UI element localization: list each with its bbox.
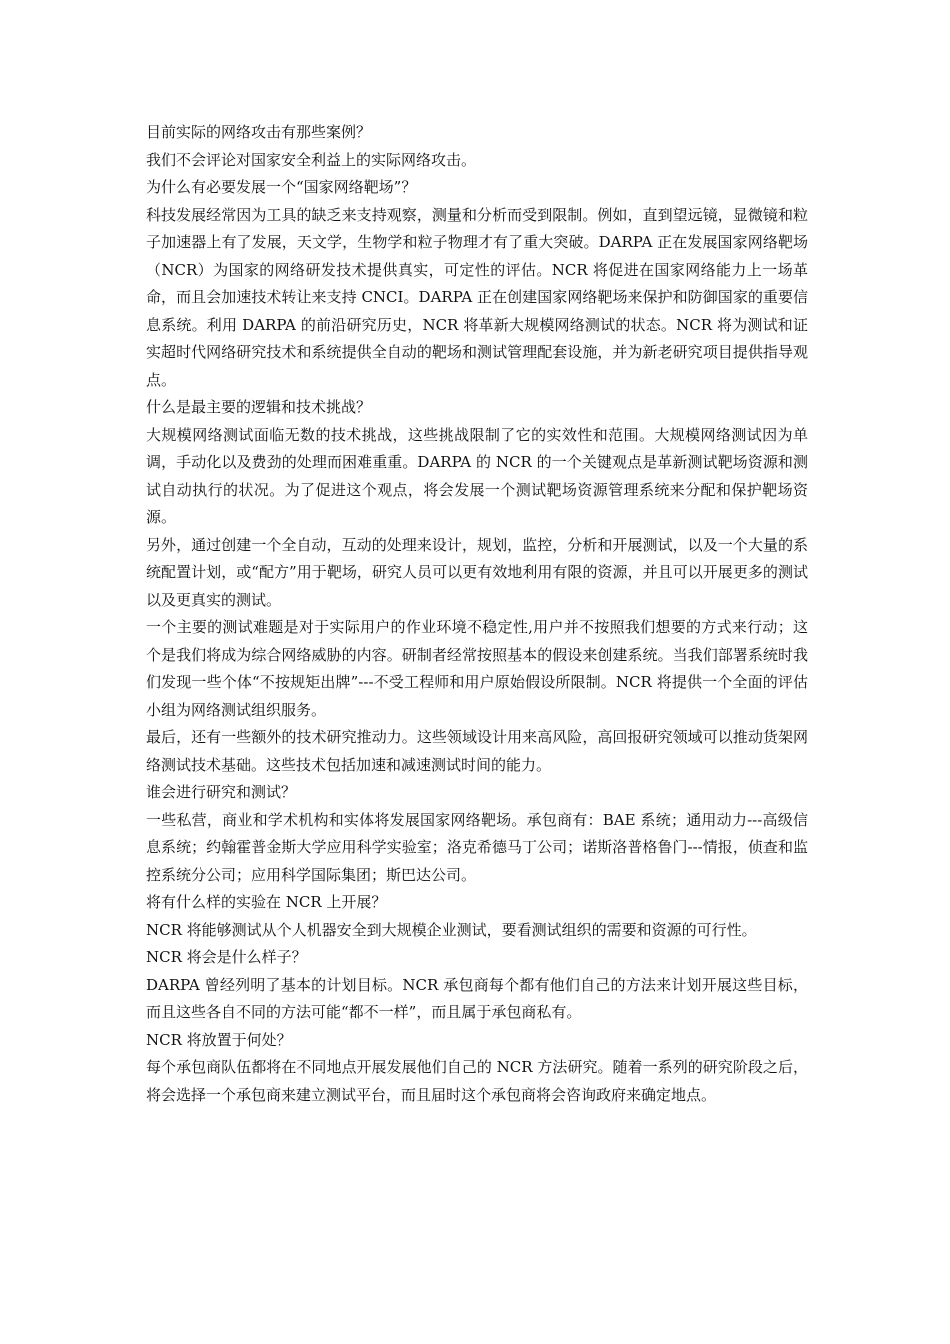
answer-actual-attacks: 我们不会评论对国家安全利益上的实际网络攻击。 [146,150,477,169]
question-who-tests: 谁会进行研究和测试？ [146,783,297,801]
answer-main-challenges-users: 一个主要的测试难题是对于实际用户的作业环境不稳定性,用户并不按照我们想要的方式来行动；这个是我们将成为综合网络威胁的内容。研制者经常按照基本的假设来创建系统。当我们部署系统时我们发现一些个体“不按规矩出牌”---不受工程师和用户原始假设所限制。NCR 将提供一个全面的评估小组为网络测试组织服务。 [146,618,808,719]
answer-experiments: NCR 将能够测试从个人机器安全到大规模企业测试，要看测试组织的需要和资源的可行性。 [146,920,757,939]
question-main-challenges: 什么是最主要的逻辑和技术挑战？ [146,398,372,416]
answer-main-challenges: 大规模网络测试面临无数的技术挑战，这些挑战限制了它的实效性和范围。大规模网络测试因为单调，手动化以及费劲的处理而困难重重。DARPA 的 NCR 的一个关键观点是革新测试靶场资源和测试自动执行的状况。为了促进这个观点，将会发展一个测试靶场资源管理系统来分配和保护靶场资源。 [146,425,808,526]
answer-main-challenges-research: 最后，还有一些额外的技术研究推动力。这些领域设计用来高风险，高回报研究领域可以推动货架网络测试技术基础。这些技术包括加速和减速测试时间的能力。 [146,728,808,774]
question-what-like: NCR 将会是什么样子？ [146,948,307,966]
question-why-ncr: 为什么有必要发展一个“国家网络靶场”？ [146,178,417,196]
answer-where: 每个承包商队伍都将在不同地点开展发展他们自己的 NCR 方法研究。随着一系列的研究阶段之后，将会选择一个承包商来建立测试平台，而且届时这个承包商将会咨询政府来确定地点。 [146,1058,808,1104]
document-body [146,119,808,1109]
question-actual-attacks: 目前实际的网络攻击有那些案例？ [146,123,372,141]
answer-who-tests: 一些私营，商业和学术机构和实体将发展国家网络靶场。承包商有：BAE 系统；通用动力---高级信息系统；约翰霍普金斯大学应用科学实验室；洛克希德马丁公司；诺斯洛普格鲁门---情报，侦查和监控系统分公司；应用科学国际集团；斯巴达公司。 [146,810,808,884]
answer-why-ncr: 科技发展经常因为工具的缺乏来支持观察，测量和分析而受到限制。例如，直到望远镜，显微镜和粒子加速器上有了发展，天文学，生物学和粒子物理才有了重大突破。DARPA 正在发展国家网络靶场（NCR）为国家的网络研发技术提供真实，可定性的评估。NCR 将促进在国家网络能力上一场革命，而且会加速技术转让来支持 CNCI。DARPA 正在创建国家网络靶场来保护和防御国家的重要信息系统。利用 DARPA 的前沿研究历史，NCR 将革新大规模网络测试的状态。NCR 将为测试和证实超时代网络研究技术和系统提供全自动的靶场和测试管理配套设施，并为新老研究项目提供指导观点。 [146,205,808,389]
question-where: NCR 将放置于何处？ [146,1030,292,1049]
question-experiments: 将有什么样的实验在 NCR 上开展？ [146,893,387,911]
answer-main-challenges-automation: 另外，通过创建一个全自动，互动的处理来设计，规划，监控，分析和开展测试，以及一个大量的系统配置计划，或“配方”用于靶场，研究人员可以更有效地利用有限的资源，并且可以开展更多的测试以及更真实的测试。 [146,535,808,609]
answer-what-like: DARPA 曾经列明了基本的计划目标。NCR 承包商每个都有他们自己的方法来计划开展这些目标，而且这些各自不同的方法可能“都不一样”，而且属于承包商私有。 [146,975,808,1021]
